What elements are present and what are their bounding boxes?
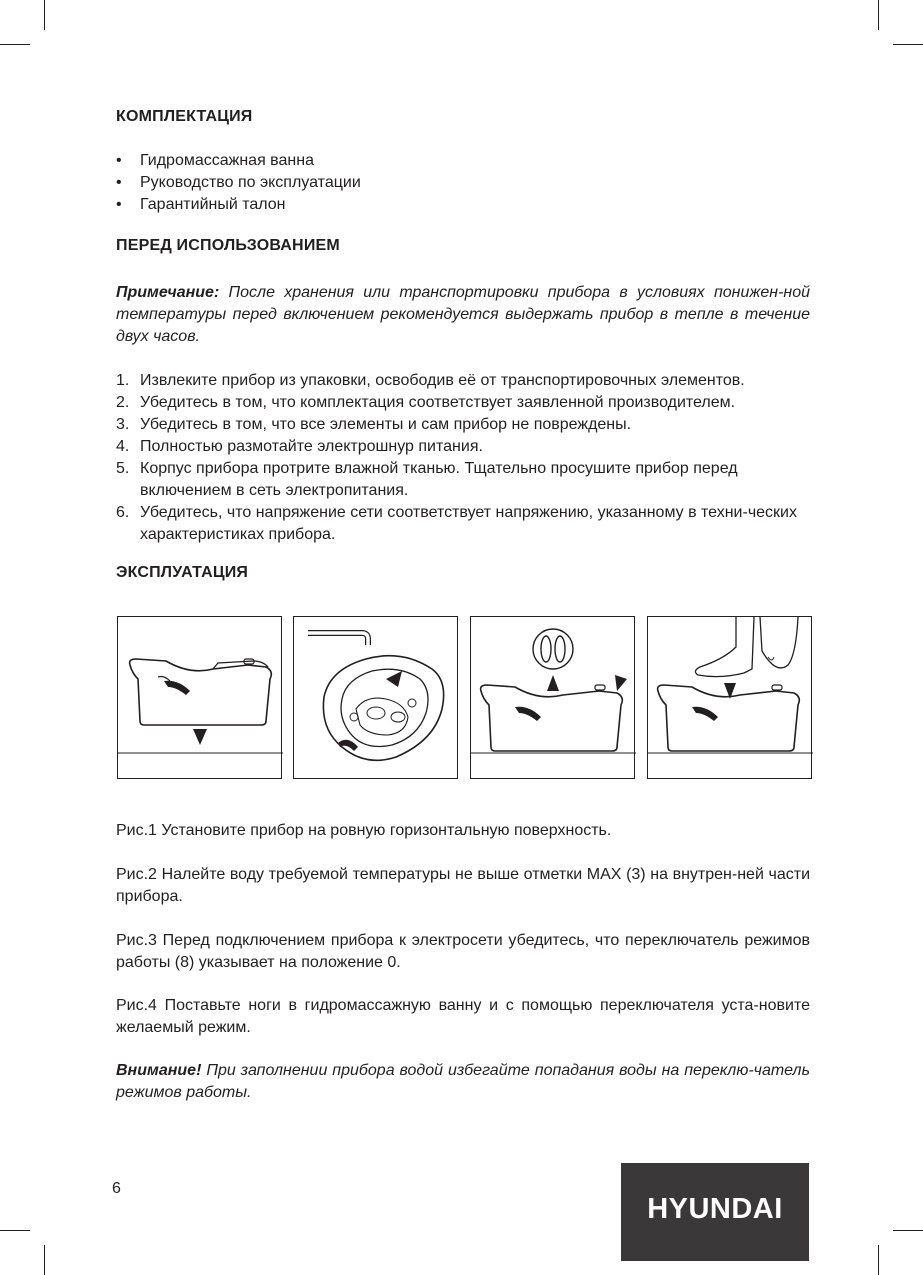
warning-text: При заполнении прибора водой избегайте попадания воды на переклю-чатель режимов работы. [116, 1062, 810, 1101]
note-paragraph [116, 282, 810, 348]
down-arrow-icon [193, 729, 207, 745]
list-item [116, 502, 812, 546]
crop-mark [878, 0, 879, 30]
step-text: Полностью размотайте электрошнур питания. [140, 438, 483, 455]
step-text: Убедитесь, что напряжение сети соответствует напряжению, указанному в техни-ческих характеристиках прибора. [140, 504, 797, 543]
preparation-steps [116, 370, 812, 546]
warning-label: Внимание! [116, 1062, 202, 1079]
footbath-top-view-illustration [294, 617, 459, 780]
step-number: 2. [116, 394, 130, 411]
page-number: 6 [112, 1180, 121, 1197]
up-arrow-icon [547, 675, 559, 691]
section-title-before-use: ПЕРЕД ИСПОЛЬЗОВАНИЕМ [116, 237, 340, 254]
step-text: Корпус прибора протрите влажной тканью. Тщательно просушите прибор перед включением в сеть электропитания. [140, 460, 738, 499]
arrow-icon [386, 671, 402, 687]
step-number: 1. [116, 372, 130, 389]
crop-mark [44, 0, 45, 30]
figure-caption-4: Рис.4 Поставьте ноги в гидромассажную ванну и с помощью переключателя уста-новите желаемый режим. [116, 997, 810, 1036]
figure-2 [293, 616, 458, 779]
figure-4 [647, 616, 812, 779]
mode-switch-icon [533, 629, 573, 669]
crop-mark [893, 44, 923, 45]
list-item [116, 392, 812, 414]
step-number: 4. [116, 438, 130, 455]
figure-1 [117, 616, 282, 779]
crop-mark [878, 1245, 879, 1275]
note-text: После хранения или транспортировки прибора в условиях понижен-ной температуры перед включением рекомендуется выдержать прибор в тепле в течение двух часов. [116, 284, 810, 345]
list-item [116, 370, 812, 392]
crop-mark [893, 1230, 923, 1231]
figure-caption-1: Рис.1 Установите прибор на ровную горизонтальную поверхность. [116, 822, 612, 839]
figure-caption-3: Рис.3 Перед подключением прибора к электросети убедитесь, что переключатель режимов работы (8) указывает на положение 0. [116, 932, 810, 971]
step-text: Извлеките прибор из упаковки, освободив её от транспортировочных элементов. [140, 372, 745, 389]
figure-3 [470, 616, 635, 779]
figure-caption-2: Рис.2 Налейте воду требуемой температуры не выше отметки MAX (3) на внутрен-ней части прибора. [116, 866, 810, 905]
crop-mark [0, 1230, 30, 1231]
section-title-operation: ЭКСПЛУАТАЦИЯ [116, 564, 249, 581]
note-label: Примечание: [116, 284, 220, 301]
warning-paragraph [116, 1060, 810, 1104]
list-item: • Гидромассажная ванна [116, 150, 361, 172]
footbath-switch-illustration [471, 617, 636, 780]
step-number: 6. [116, 504, 130, 521]
list-item: • Гарантийный талон [116, 194, 361, 216]
footbath-feet-illustration [648, 617, 813, 780]
brand-name: HYUNDAI [647, 1193, 783, 1225]
list-item [116, 414, 812, 436]
list-item: • Руководство по эксплуатации [116, 172, 361, 194]
step-number: 3. [116, 416, 130, 433]
step-text: Убедитесь в том, что комплектация соответствует заявленной производителем. [140, 394, 736, 411]
step-number: 5. [116, 460, 130, 477]
section-title-kit: КОМПЛЕКТАЦИЯ [116, 108, 253, 125]
list-item [116, 436, 812, 458]
arrow-icon [615, 675, 627, 691]
step-text: Убедитесь в том, что все элементы и сам прибор не повреждены. [140, 416, 632, 433]
crop-mark [0, 44, 30, 45]
footbath-illustration [118, 617, 283, 780]
list-item [116, 458, 812, 502]
kit-list [116, 150, 361, 216]
brand-logo [621, 1163, 809, 1261]
crop-mark [44, 1245, 45, 1275]
